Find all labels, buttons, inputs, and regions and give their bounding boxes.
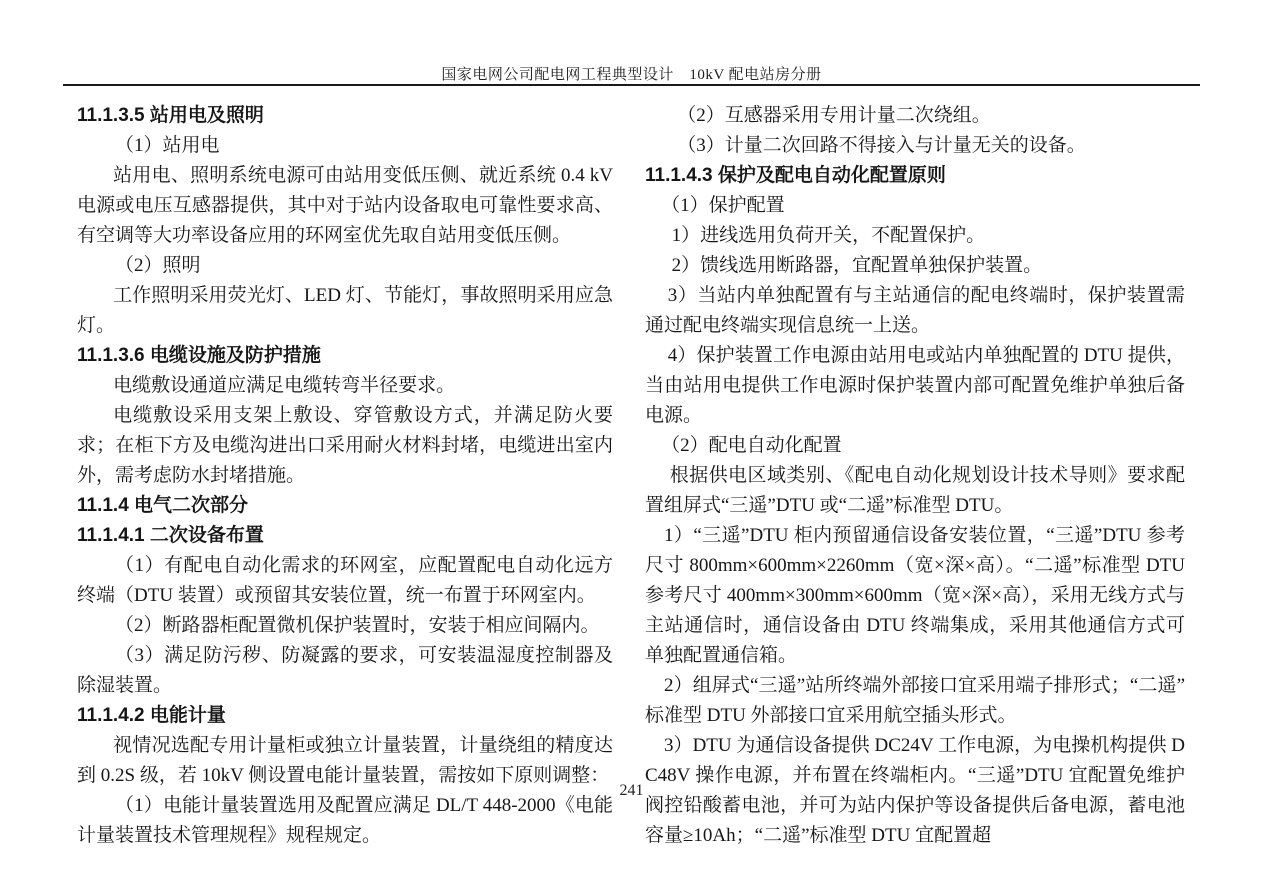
section-heading: 11.1.4.1 二次设备布置 <box>77 525 264 546</box>
running-header-title: 国家电网公司配电网工程典型设计 10kV 配电站房分册 <box>441 67 822 83</box>
body-paragraph: 3）DTU 为通信设备提供 DC24V 工作电源，为电操机构提供 DC48V 操作电源，并布置在终端柜内。“三遥”DTU 宜配置免维护阀控铅酸蓄电池，并可为站内保护等设备提供后备电源，蓄电池容量≥10Ah；“二遥”标准型 DTU 宜配置超 <box>645 735 1185 846</box>
body-paragraph: （1）电能计量装置选用及配置应满足 DL/T 448-2000《电能计量装置技术管理规程》规程规定。 <box>77 795 613 846</box>
body-paragraph: （2）断路器柜配置微机保护装置时，安装于相应间隔内。 <box>115 615 600 636</box>
page-footer <box>0 782 1263 800</box>
section-heading: 11.1.4.2 电能计量 <box>77 705 226 726</box>
body-paragraph: 2）组屏式“三遥”站所终端外部接口宜采用端子排形式；“二遥”标准型 DTU 外部接口宜采用航空插头形式。 <box>645 675 1185 726</box>
section-heading: 11.1.4.3 保护及配电自动化配置原则 <box>645 165 946 186</box>
body-paragraph: 1）进线选用负荷开关，不配置保护。 <box>671 225 986 246</box>
body-paragraph: （3）计量二次回路不得接入与计量无关的设备。 <box>677 135 1086 156</box>
body-paragraph: 4）保护装置工作电源由站用电或站内单独配置的 DTU 提供，当由站用电提供工作电源时保护装置内部可配置免维护单独后备电源。 <box>645 345 1185 426</box>
body-paragraph: （1）保护配置 <box>661 195 785 216</box>
page-number: 241 <box>619 782 644 799</box>
body-paragraph: （3）满足防污秽、防凝露的要求，可安装温湿度控制器及除湿装置。 <box>77 645 613 696</box>
body-paragraph: 站用电、照明系统电源可由站用变低压侧、就近系统 0.4 kV 电源或电压互感器提供，其中对于站内设备取电可靠性要求高、有空调等大功率设备应用的环网室优先取自站用变低压侧。 <box>77 165 613 246</box>
section-heading: 11.1.3.5 站用电及照明 <box>77 105 264 126</box>
body-paragraph: 根据供电区域类别、《配电自动化规划设计技术导则》要求配置组屏式“三遥”DTU 或“二遥”标准型 DTU。 <box>645 465 1185 516</box>
body-paragraph: 电缆敷设通道应满足电缆转弯半径要求。 <box>113 375 456 396</box>
section-heading: 11.1.3.6 电缆设施及防护措施 <box>77 345 321 366</box>
section-heading: 11.1.4 电气二次部分 <box>77 495 249 516</box>
body-paragraph: （2）照明 <box>115 255 201 276</box>
body-paragraph: 电缆敷设采用支架上敷设、穿管敷设方式，并满足防火要求；在柜下方及电缆沟进出口采用耐火材料封堵，电缆进出室内外，需考虑防水封堵措施。 <box>77 405 613 486</box>
body-paragraph: 3）当站内单独配置有与主站通信的配电终端时，保护装置需通过配电终端实现信息统一上送。 <box>645 285 1185 336</box>
body-paragraph: （2）互感器采用专用计量二次绕组。 <box>677 105 991 126</box>
body-paragraph: （1）有配电自动化需求的环网室，应配置配电自动化远方终端（DTU 装置）或预留其安装位置，统一布置于环网室内。 <box>77 555 613 606</box>
body-paragraph: 1）“三遥”DTU 柜内预留通信设备安装位置，“三遥”DTU 参考尺寸 800mm×600mm×2260mm（宽×深×高）。“二遥”标准型 DTU 参考尺寸 400mm×300mm×600mm（宽×深×高），采用无线方式与主站通信时，通信设备由 DTU 终端集成，采用其他通信方式可单独配置通信箱。 <box>645 525 1185 666</box>
left-column <box>77 101 613 851</box>
header-rule <box>63 84 1200 86</box>
right-column <box>645 101 1185 851</box>
body-paragraph: 视情况选配专用计量柜或独立计量装置，计量绕组的精度达到 0.2S 级，若 10kV 侧设置电能计量装置，需按如下原则调整： <box>77 735 613 786</box>
body-paragraph: （1）站用电 <box>115 135 220 156</box>
body-paragraph: 工作照明采用荧光灯、LED 灯、节能灯，事故照明采用应急灯。 <box>77 285 613 336</box>
body-paragraph: （2）配电自动化配置 <box>661 435 842 456</box>
body-paragraph: 2）馈线选用断路器，宜配置单独保护装置。 <box>671 255 1043 276</box>
